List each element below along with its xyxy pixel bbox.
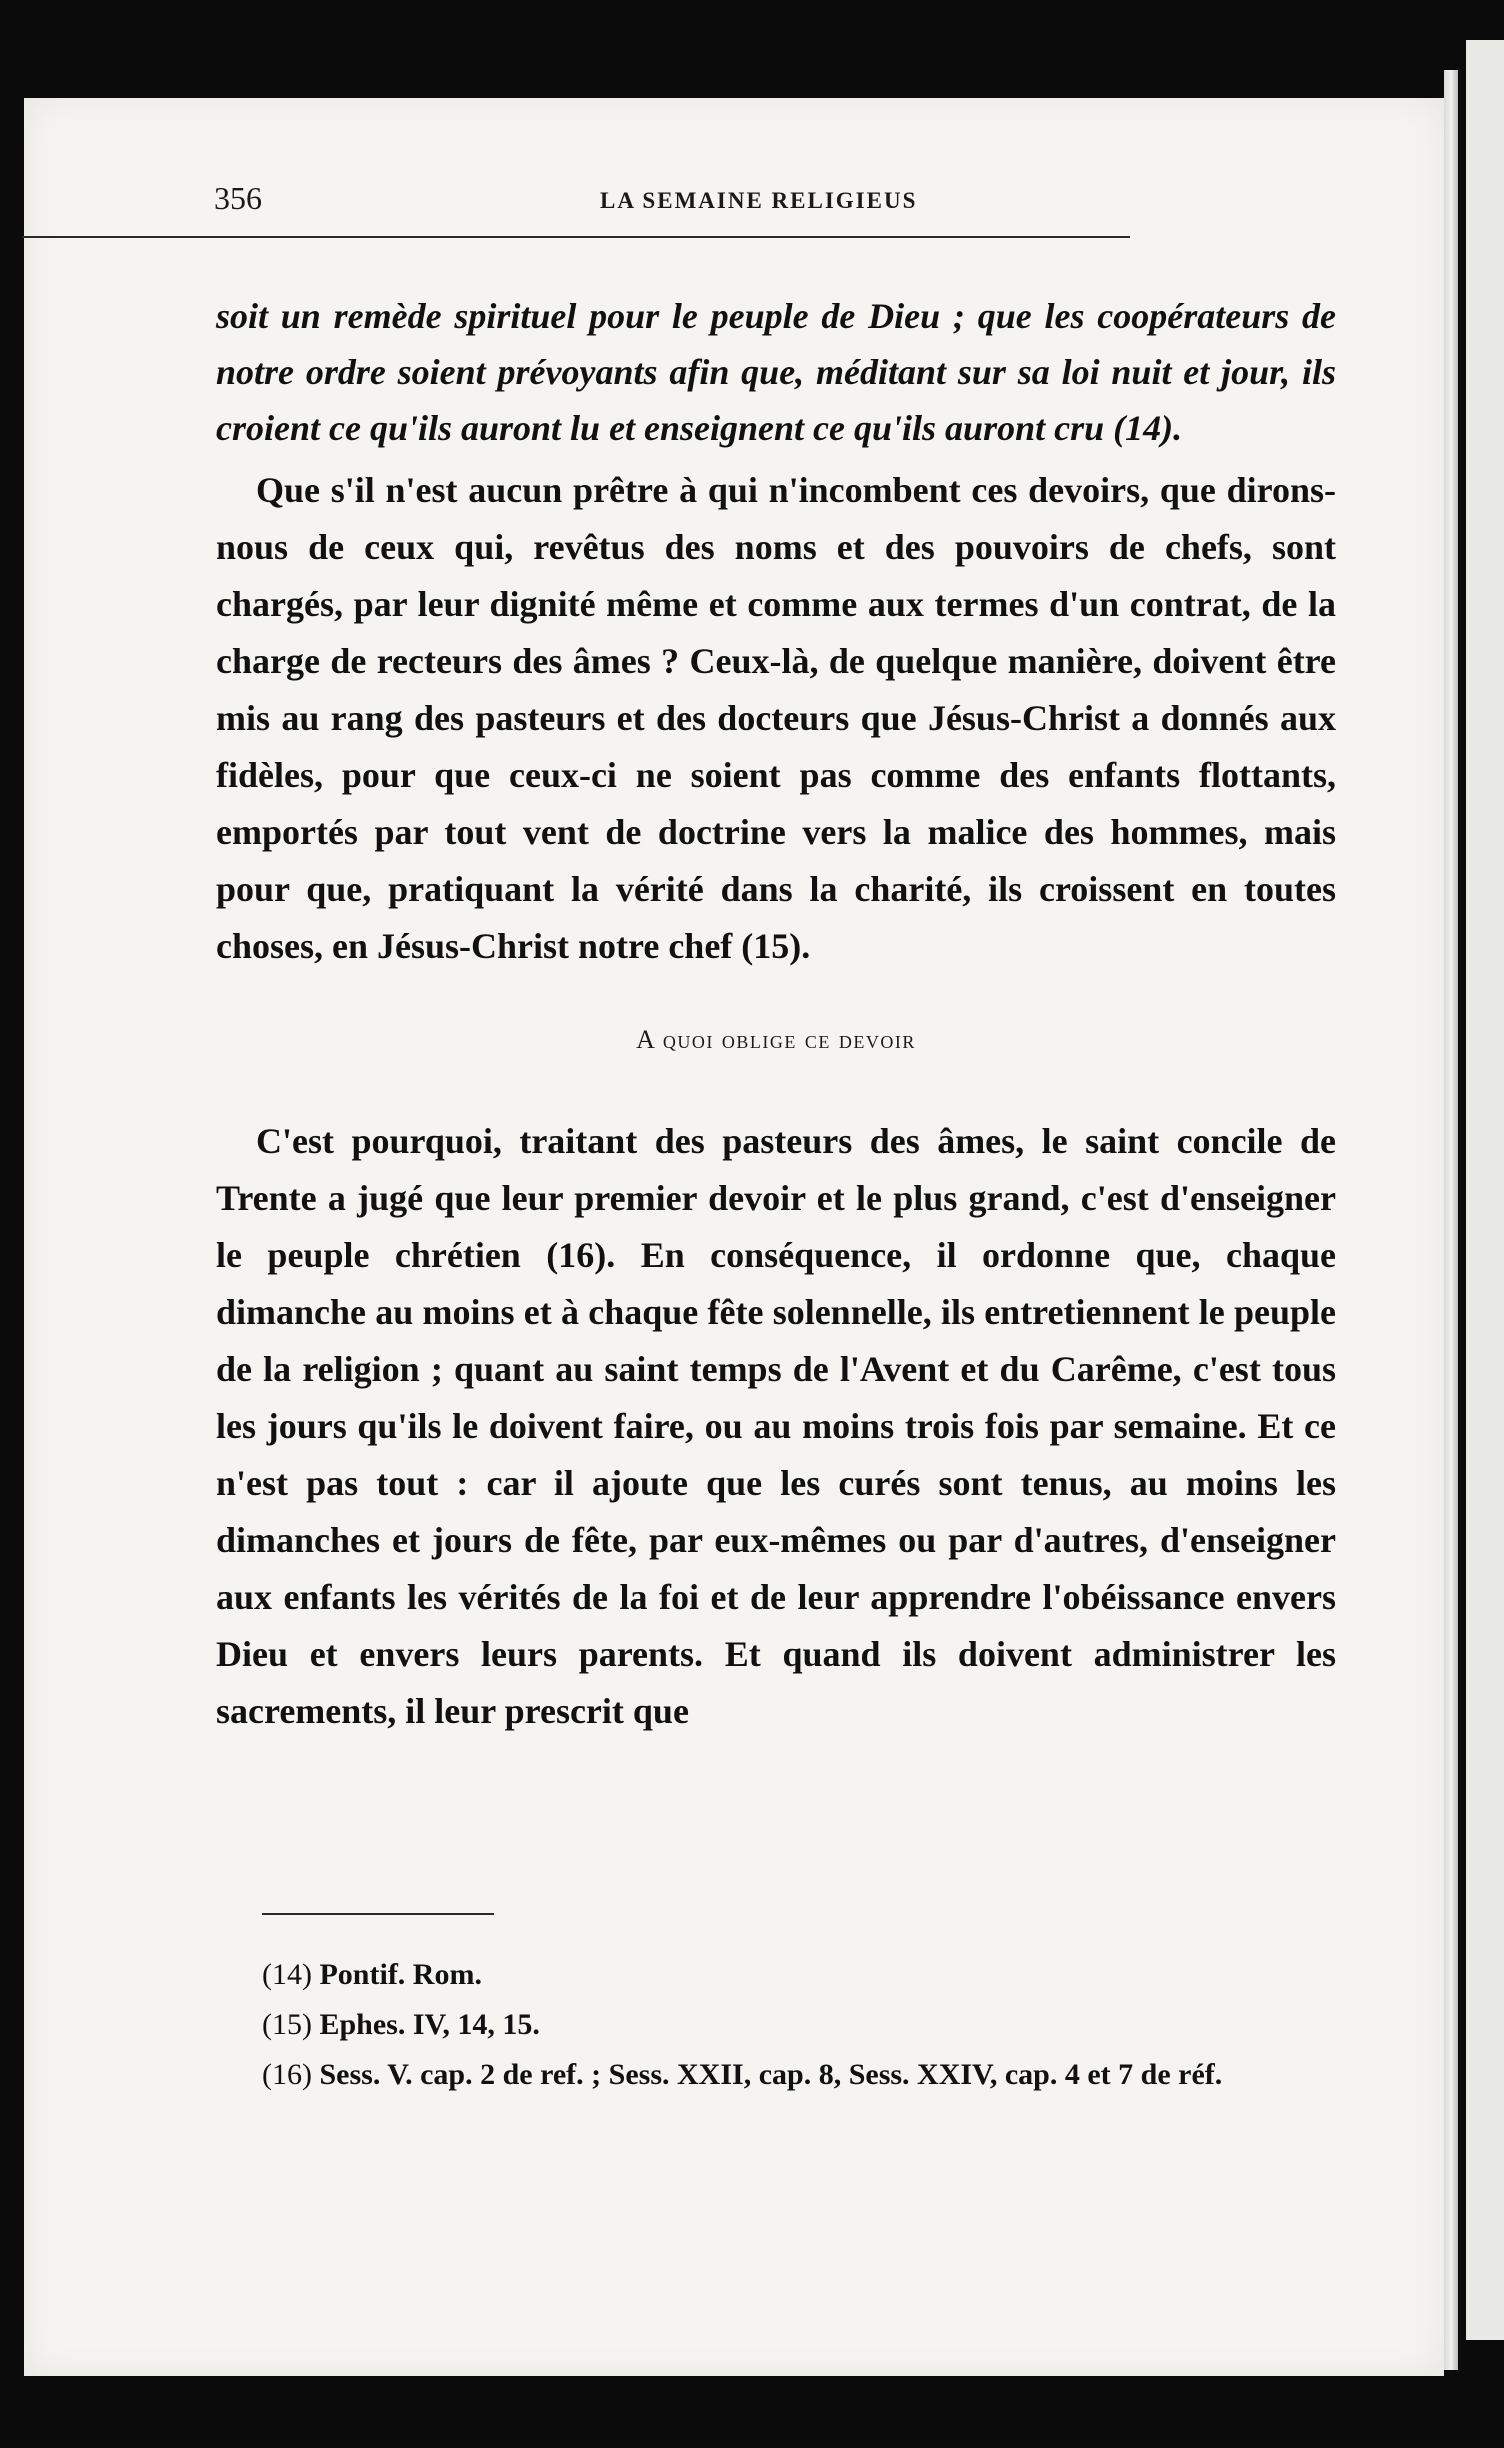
page-body xyxy=(216,288,1336,1740)
footnote-14 xyxy=(262,1950,1372,2000)
footnotes xyxy=(262,1950,1372,2100)
paragraph-chefs: Que s'il n'est aucun prêtre à qui n'incombent ces devoirs, que dirons-nous de ceux qui, revêtus des noms et des pouvoirs de chefs, sont chargés, par leur dignité même et comme aux termes d'un contrat, de la charge de recteurs des âmes ? Ceux-là, de quelque manière, doivent être mis au rang des pasteurs et des docteurs que Jésus-Christ a donnés aux fidèles, pour que ceux-ci ne soient pas comme des enfants flottants, emportés par tout vent de doctrine vers la malice des hommes, mais pour que, pratiquant la vérité dans la charité, ils croissent en toutes choses, en Jésus-Christ notre chef (15). xyxy=(216,470,1336,966)
paragraph-concile-trente: C'est pourquoi, traitant des pasteurs des âmes, le saint concile de Trente a jugé que leur premier devoir et le plus grand, c'est d'enseigner le peuple chrétien (16). En conséquence, il ordonne que, chaque dimanche au moins et à chaque fête solennelle, ils entretiennent le peuple de la religion ; quant au saint temps de l'Avent et du Carême, c'est tous les jours qu'ils le doivent faire, ou au moins trois fois par semaine. Et ce n'est pas tout : car il ajoute que les curés sont tenus, au moins les dimanches et jours de fête, par eux-mêmes ou par d'autres, d'enseigner aux enfants les vérités de la foi et de leur apprendre l'obéissance envers Dieu et envers leurs parents. Et quand ils doivent administrer les sacrements, il leur prescrit que xyxy=(216,1121,1336,1731)
header-rule xyxy=(22,236,1130,238)
page-header xyxy=(200,180,1320,240)
footnote-number: (15) xyxy=(262,2008,312,2041)
footnote-rule xyxy=(262,1913,494,1915)
section-heading: A quoi oblige ce devoir xyxy=(636,1025,916,1054)
next-page-edge xyxy=(1466,40,1504,2340)
continuation-paragraph: soit un remède spirituel pour le peuple de Dieu ; que les coopérateurs de notre ordre soient prévoyants afin que, méditant sur sa loi nuit et jour, ils croient ce qu'ils auront lu et enseignent ce qu'ils auront cru (14). xyxy=(216,296,1336,448)
footnote-16 xyxy=(262,2050,1372,2100)
running-head: LA SEMAINE RELIGIEUS xyxy=(600,188,918,213)
page-edge-shadow xyxy=(1444,70,1458,2370)
footnote-text: Ephes. IV, 14, 15. xyxy=(319,2008,540,2041)
footnote-15 xyxy=(262,2000,1372,2050)
footnote-number: (14) xyxy=(262,1958,312,1991)
page-number: 356 xyxy=(214,180,262,216)
footnote-number: (16) xyxy=(262,2058,312,2091)
footnote-text: Sess. V. cap. 2 de ref. ; Sess. XXII, cap. 8, Sess. XXIV, cap. 4 et 7 de réf. xyxy=(319,2058,1223,2091)
footnote-text: Pontif. Rom. xyxy=(319,1958,482,1991)
